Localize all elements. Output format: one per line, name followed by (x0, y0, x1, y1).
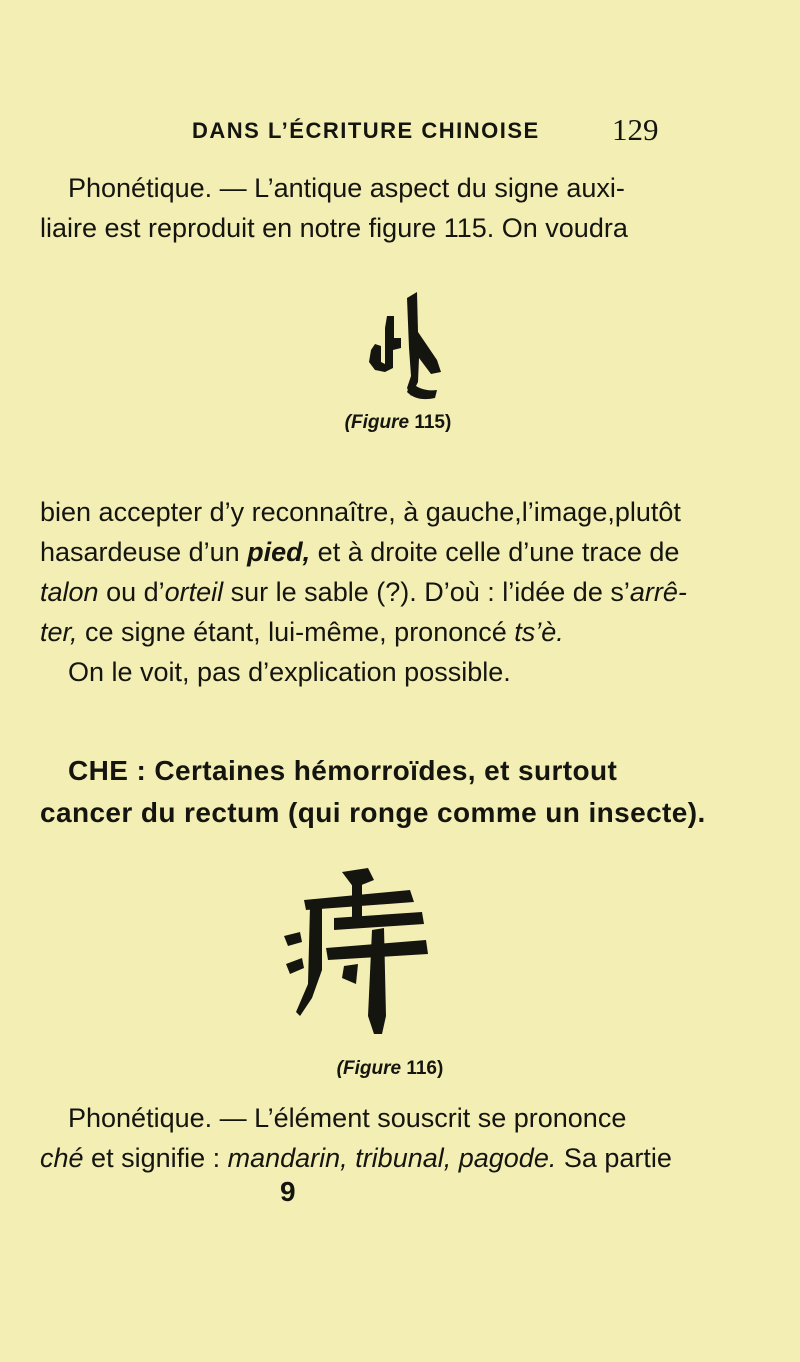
figure-115-archaic-glyph (345, 288, 455, 404)
paragraph-interpretation (40, 492, 687, 692)
text-line: talon ou d’orteil sur le sable (?). D’où : l’idée de s’arrê- (40, 577, 687, 607)
caption-label: (Figure (344, 412, 410, 433)
figure-115-caption (0, 412, 798, 434)
page-header (0, 112, 800, 148)
paragraph-phonetique-2 (40, 1098, 670, 1178)
caption-number: 116) (406, 1058, 444, 1079)
text-line: Phonétique. — L’antique aspect du signe auxi- (68, 173, 625, 203)
caption-number: 115) (414, 412, 452, 433)
signature-mark: 9 (280, 1176, 296, 1207)
running-head: DANS L’ÉCRITURE CHINOISE (192, 118, 540, 143)
text-line: Phonétique. — L’élément souscrit se prononce (68, 1103, 627, 1133)
text-line: On le voit, pas d’explication possible. (68, 657, 511, 687)
text-line: bien accepter d’y reconnaître, à gauche,l’image,plutôt (40, 497, 681, 527)
paragraph-phonetique-1 (40, 168, 670, 248)
text-line: liaire est reproduit en notre figure 115. On voudra (40, 213, 628, 243)
text-line: hasardeuse d’un pied, et à droite celle d’une trace de (40, 537, 680, 567)
caption-label: (Figure (336, 1058, 402, 1079)
entry-heading-che (40, 750, 706, 834)
heading-line: CHE : Certaines hémorroïdes, et surtout (68, 755, 618, 786)
figure-116-caption (0, 1058, 790, 1080)
text-line: ter, ce signe étant, lui-même, prononcé ts’è. (40, 617, 564, 647)
figure-116-character-glyph (282, 866, 432, 1038)
text-line: ché et signifie : mandarin, tribunal, pagode. Sa partie (40, 1143, 672, 1173)
heading-line: cancer du rectum (qui ronge comme un insecte). (40, 797, 706, 828)
page-number: 129 (612, 112, 659, 147)
